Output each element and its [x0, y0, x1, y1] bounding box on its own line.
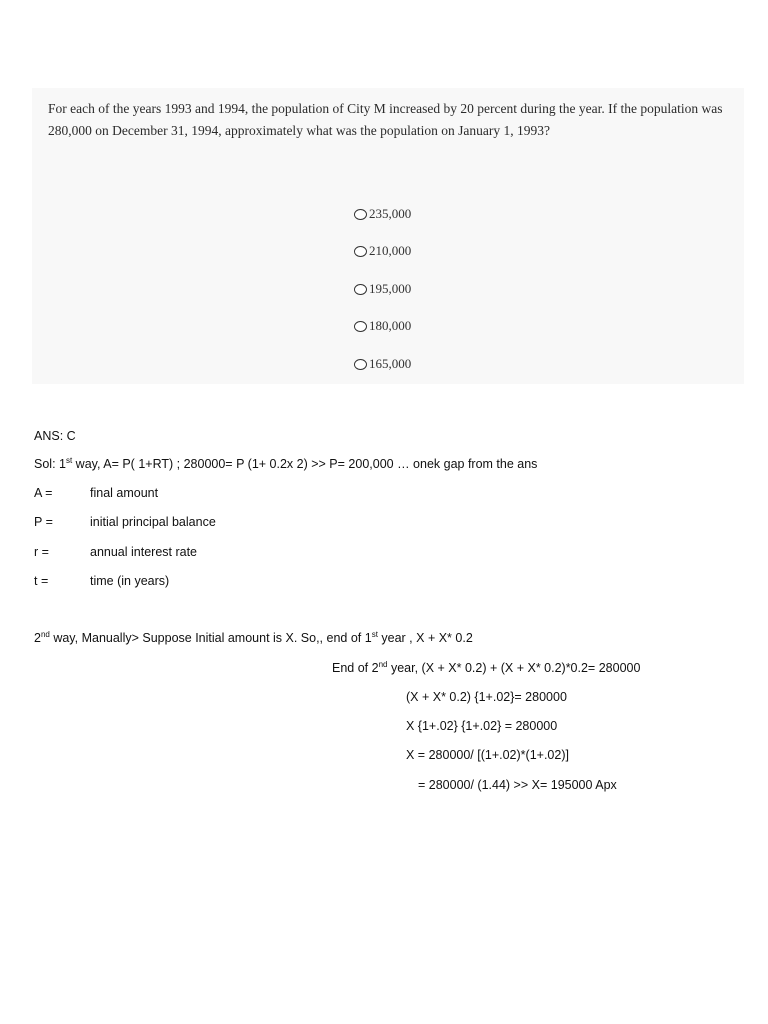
way2-text-2: year , X + X* 0.2 — [377, 631, 473, 645]
step-3: X {1+.02} {1+.02} = 280000 — [406, 719, 558, 733]
question-text: For each of the years 1993 and 1994, the population of City M increased by 20 percent during the year. If the population was 280,000 on December 31, 1994, approximately what was the population on January 1, 1993? — [48, 101, 723, 138]
def-meaning-a: final amount — [90, 486, 159, 500]
step1-prefix: End of 2 — [332, 661, 379, 675]
radio-button-icon[interactable] — [354, 284, 367, 295]
def-meaning-p: initial principal balance — [90, 515, 216, 529]
step-4: X = 280000/ [(1+.02)*(1+.02)] — [406, 748, 569, 762]
radio-button-icon[interactable] — [354, 209, 367, 220]
option-d-label: 180,000 — [369, 318, 412, 333]
def-meaning-r: annual interest rate — [90, 545, 198, 559]
step1-sup: nd — [378, 659, 388, 669]
radio-button-icon[interactable] — [354, 359, 367, 370]
def-symbol-t: t = — [34, 574, 49, 588]
option-e-label: 165,000 — [369, 356, 412, 371]
option-c-label: 195,000 — [369, 281, 412, 296]
way2-sup-1: nd — [40, 629, 50, 639]
way1-text: way, A= P( 1+RT) ; 280000= P (1+ 0.2x 2) >> P= 200,000 … onek gap from the ans — [72, 457, 538, 471]
option-a[interactable] — [354, 206, 411, 222]
radio-button-icon[interactable] — [354, 246, 367, 257]
way1-sup: st — [65, 455, 73, 465]
solution-way2 — [34, 631, 473, 645]
option-b-label: 210,000 — [369, 243, 412, 258]
def-symbol-p: P = — [34, 515, 53, 529]
way2-sup-2: st — [371, 629, 378, 639]
way2-num: 2 — [34, 631, 41, 645]
way1-prefix: Sol: 1 — [34, 457, 66, 471]
option-c[interactable] — [354, 281, 411, 297]
step-2: (X + X* 0.2) {1+.02}= 280000 — [406, 690, 567, 704]
radio-button-icon[interactable] — [354, 321, 367, 332]
option-e[interactable] — [354, 356, 411, 372]
way2-text-1: way, Manually> Suppose Initial amount is X. So,, end of 1 — [49, 631, 372, 645]
option-a-label: 235,000 — [369, 206, 412, 221]
def-symbol-a: A = — [34, 486, 53, 500]
step-5: = 280000/ (1.44) >> X= 195000 Apx — [418, 778, 617, 792]
def-meaning-t: time (in years) — [90, 574, 170, 588]
def-symbol-r: r = — [34, 545, 49, 559]
solution-way1 — [34, 457, 537, 471]
step-1 — [332, 661, 640, 675]
option-d[interactable] — [354, 318, 411, 334]
step1-text: year, (X + X* 0.2) + (X + X* 0.2)*0.2= 280000 — [387, 661, 641, 675]
option-b[interactable] — [354, 243, 411, 259]
answer-line: ANS: C — [34, 429, 76, 443]
